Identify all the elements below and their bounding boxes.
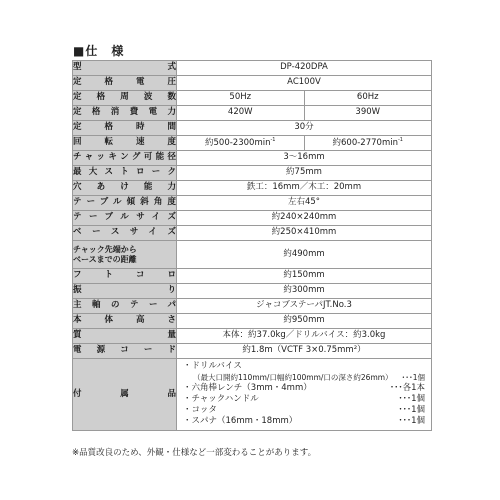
table-row bbox=[73, 284, 432, 299]
row-value: AC100V bbox=[177, 76, 432, 91]
row-value: ジャコブステーパJT.No.3 bbox=[177, 299, 432, 314]
table-row bbox=[73, 226, 432, 241]
footnote: ※品質改良のため、外観・仕様など一部変わることがあります。 bbox=[72, 448, 317, 458]
row-value: 約1.8m（VCTF 3×0.75mm²） bbox=[177, 344, 432, 359]
row-label: 定格周波数 bbox=[73, 91, 177, 106]
table-row bbox=[73, 91, 432, 106]
row-label: 付 属 品 bbox=[73, 359, 177, 431]
row-label: フ ト コ ロ bbox=[73, 269, 177, 284]
row-label: 定 格 時 間 bbox=[73, 121, 177, 136]
row-label: ベースサイズ bbox=[73, 226, 177, 241]
accessory-qty: ･･･1個 bbox=[398, 405, 425, 416]
accessory-name: （最大口開約110mm/口幅約100mm/口の深さ約26mm） bbox=[193, 372, 393, 382]
row-value-60hz: 390W bbox=[304, 106, 432, 121]
spec-table bbox=[72, 60, 432, 431]
section-title: ■仕 様 bbox=[73, 44, 125, 58]
row-value: 約950mm bbox=[177, 314, 432, 329]
row-value: 左右45° bbox=[177, 196, 432, 211]
row-value-50hz: 50Hz bbox=[177, 91, 305, 106]
row-label: チャッキング可能径 bbox=[73, 151, 177, 166]
list-item bbox=[183, 417, 425, 428]
unit-exponent: -1 bbox=[397, 136, 403, 143]
table-row bbox=[73, 299, 432, 314]
row-label: 振 り bbox=[73, 284, 177, 299]
accessory-qty: ･･･1個 bbox=[401, 372, 425, 382]
row-value: 3〜16mm bbox=[177, 151, 432, 166]
list-item bbox=[183, 373, 425, 384]
row-value: 鉄工：16mm／木工：20mm bbox=[177, 181, 432, 196]
row-label: 質 量 bbox=[73, 329, 177, 344]
row-label-line: チャック先端から bbox=[73, 245, 137, 255]
row-label: 回 転 速 度 bbox=[73, 136, 177, 151]
accessory-qty: ･･･各1本 bbox=[389, 383, 425, 394]
row-label: 電源コード bbox=[73, 344, 177, 359]
speed-50hz: 約500-2300min bbox=[205, 137, 271, 148]
speed-60hz: 約600-2770min bbox=[332, 137, 398, 148]
table-row bbox=[73, 76, 432, 91]
accessory-name: ・コッタ bbox=[183, 405, 217, 416]
row-label: 主軸のテーパ bbox=[73, 299, 177, 314]
accessory-name: ・ドリルバイス bbox=[183, 361, 242, 372]
row-value: 約490mm bbox=[177, 241, 432, 269]
row-value: 約250×410mm bbox=[177, 226, 432, 241]
row-label-line: ベースまでの距離 bbox=[73, 254, 137, 264]
row-value-50hz bbox=[177, 136, 305, 151]
row-value: 約75mm bbox=[177, 166, 432, 181]
table-row bbox=[73, 269, 432, 284]
row-label: 最大ストローク bbox=[73, 166, 177, 181]
table-row bbox=[73, 106, 432, 121]
table-row bbox=[73, 329, 432, 344]
row-label: 本 体 高 さ bbox=[73, 314, 177, 329]
unit-exponent: -1 bbox=[270, 136, 276, 143]
table-row bbox=[73, 61, 432, 76]
row-label bbox=[73, 241, 177, 269]
row-value: DP-420DPA bbox=[177, 61, 432, 76]
row-value: 約240×240mm bbox=[177, 211, 432, 226]
accessory-name: ・スパナ（16mm・18mm） bbox=[183, 416, 298, 427]
table-row bbox=[73, 211, 432, 226]
row-label: テーブルサイズ bbox=[73, 211, 177, 226]
table-row bbox=[73, 344, 432, 359]
row-label: 定 格 電 圧 bbox=[73, 76, 177, 91]
list-item bbox=[183, 362, 425, 373]
table-row bbox=[73, 314, 432, 329]
table-row bbox=[73, 166, 432, 181]
accessory-list bbox=[177, 359, 432, 431]
accessory-name: ・六角棒レンチ（3mm・4mm） bbox=[183, 383, 312, 394]
list-item bbox=[183, 406, 425, 417]
table-row bbox=[73, 241, 432, 269]
table-row bbox=[73, 151, 432, 166]
row-value-60hz: 60Hz bbox=[304, 91, 432, 106]
row-value: 約150mm bbox=[177, 269, 432, 284]
list-item bbox=[183, 384, 425, 395]
table-row bbox=[73, 121, 432, 136]
table-row bbox=[73, 196, 432, 211]
list-item bbox=[183, 395, 425, 406]
row-value: 約300mm bbox=[177, 284, 432, 299]
row-label: 穴 あ け 能 力 bbox=[73, 181, 177, 196]
row-label: 定格消費電力 bbox=[73, 106, 177, 121]
table-row bbox=[73, 136, 432, 151]
accessory-qty: ･･･1個 bbox=[398, 416, 425, 427]
row-value-60hz bbox=[304, 136, 432, 151]
row-value: 30分 bbox=[177, 121, 432, 136]
row-label: 型 式 bbox=[73, 61, 177, 76]
table-row-accessories bbox=[73, 359, 432, 431]
row-label: テーブル傾斜角度 bbox=[73, 196, 177, 211]
row-value: 本体：約37.0kg／ドリルバイス：約3.0kg bbox=[177, 329, 432, 344]
table-row bbox=[73, 181, 432, 196]
accessory-name: ・チャックハンドル bbox=[183, 394, 259, 405]
row-value-50hz: 420W bbox=[177, 106, 305, 121]
accessory-qty: ･･･1個 bbox=[398, 394, 425, 405]
